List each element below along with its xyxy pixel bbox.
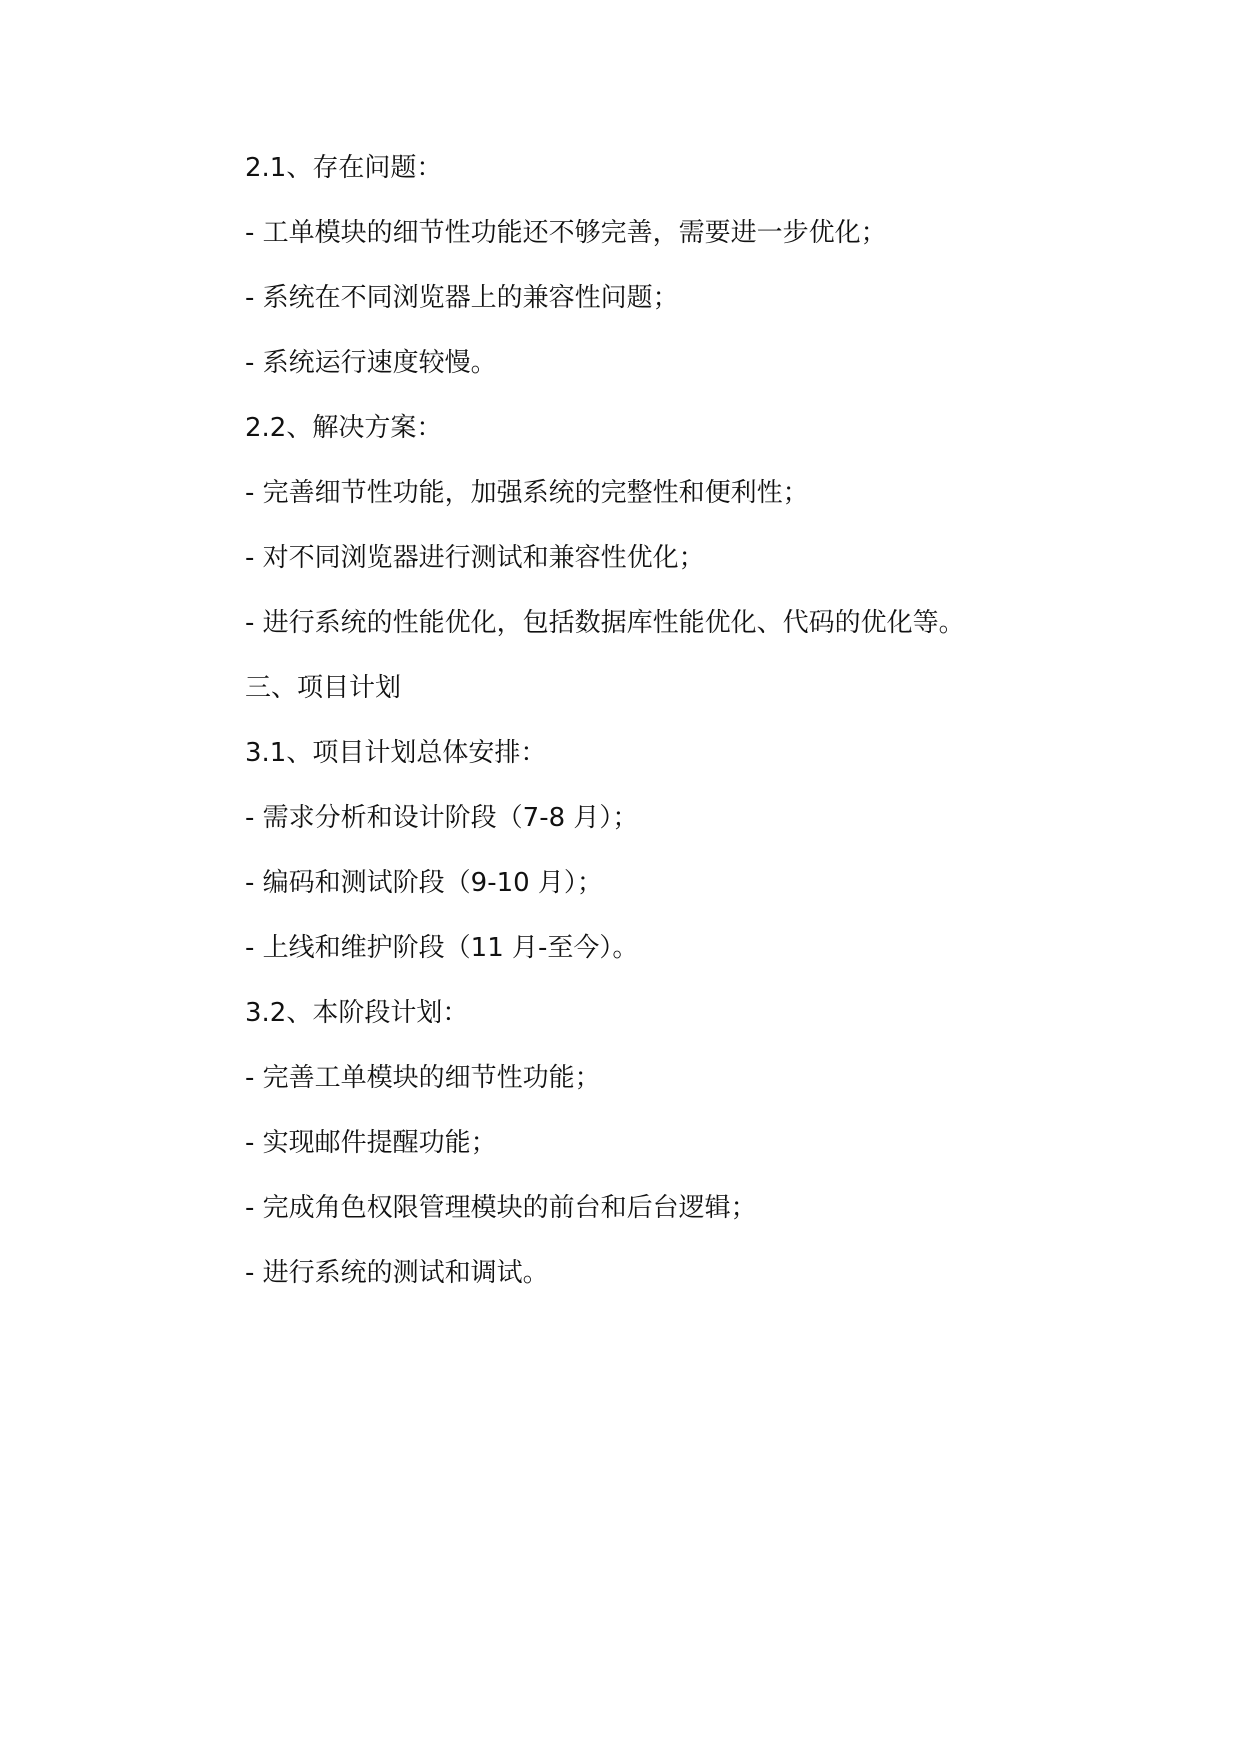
list-item: - 需求分析和设计阶段（7-8 月）； [245,803,639,833]
list-item: - 完成角色权限管理模块的前台和后台逻辑； [245,1193,757,1223]
section-heading-2-1: 2.1、存在问题： [245,153,443,183]
section-heading-2-2: 2.2、解决方案： [245,413,443,443]
list-item: - 系统运行速度较慢。 [245,348,497,378]
list-item: - 进行系统的性能优化，包括数据库性能优化、代码的优化等。 [245,608,965,638]
chapter-heading-3: 三、项目计划 [245,673,402,703]
list-item: - 上线和维护阶段（11 月-至今）。 [245,933,639,963]
document-body [245,152,1145,1322]
section-heading-3-1: 3.1、项目计划总体安排： [245,738,547,768]
list-item: - 对不同浏览器进行测试和兼容性优化； [245,543,705,573]
list-item: - 进行系统的测试和调试。 [245,1258,549,1288]
list-item: - 完善细节性功能，加强系统的完整性和便利性； [245,478,809,508]
list-item: - 实现邮件提醒功能； [245,1128,497,1158]
list-item: - 工单模块的细节性功能还不够完善，需要进一步优化； [245,218,887,248]
section-heading-3-2: 3.2、本阶段计划： [245,998,469,1028]
list-item: - 系统在不同浏览器上的兼容性问题； [245,283,679,313]
list-item: - 完善工单模块的细节性功能； [245,1063,601,1093]
list-item: - 编码和测试阶段（9-10 月）； [245,868,603,898]
